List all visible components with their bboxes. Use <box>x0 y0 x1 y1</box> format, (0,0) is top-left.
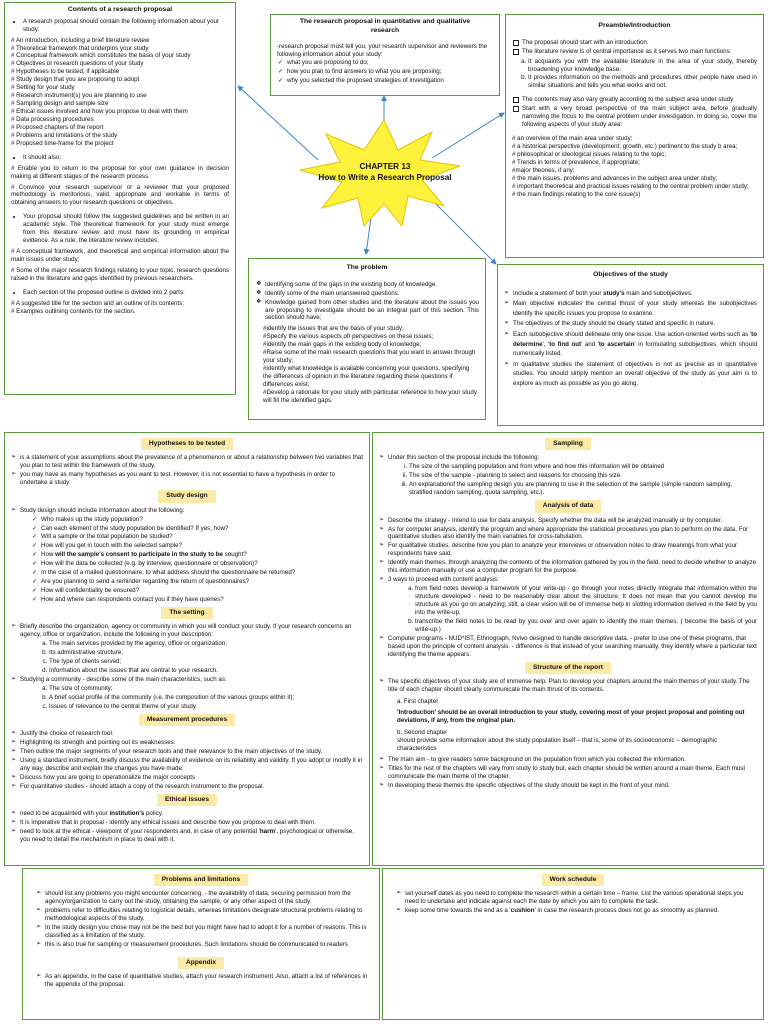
preamble-aspect: # Trends in terms of prevalence, if appropriate; <box>512 158 640 166</box>
problem-details <box>255 325 479 404</box>
work-schedule-title: Work schedule <box>542 874 605 886</box>
sampling-item: ii. The size of the sample - planning to select and reasons for choosing this size. <box>409 472 757 480</box>
preamble-function-b: b. It provides information on the methods and procedures other people have used in similar situations and tells you what works and not. <box>528 74 757 90</box>
work-schedule-point: ➢ keep some time towards the end as a 'cushion' in case the research process does not go as smoothly as planned. <box>405 907 755 915</box>
setting-item: c. The type of clients served; <box>49 658 363 666</box>
problems-title: Problems and limitations <box>154 874 248 886</box>
study-design-question: ✓ Who makes up the study population? <box>41 516 363 524</box>
arrow-to-objectives <box>428 196 496 264</box>
arrow-to-preamble <box>432 113 504 158</box>
study-design-question: ✓ How will you get in touch with the selected sample? <box>41 542 363 550</box>
setting-item: c. Issues of relevance to the central theme of your study <box>49 703 363 711</box>
structure-chapter-1-text: 'Introduction' should be an overall introduction to your study, covering most of your project proposal and pointing out deviations, if any, from the original plan. <box>397 708 745 724</box>
problems-point: ➢ In the study design you chose may not be the best but you might have had to adopt it for a number of reasons. This is classified as a limitation of the study. <box>45 924 371 940</box>
work-schedule-box <box>382 868 764 1020</box>
contents-item: # Sampling design and sample size <box>11 100 109 108</box>
problem-title: The problem <box>346 264 388 271</box>
analysis-way: a. from field notes develop a framework of your write-up - go through your notes directly integrate that information within the structure developed - need to be reasonably clear about the structure. It does not mean that you cannot develop the structure as you go on analyzing; still, a clear vision will be of immense help in slotting information derived in the field by you into the write-up. <box>415 585 757 617</box>
appendix-title: Appendix <box>178 957 224 969</box>
chapter-title <box>300 162 470 183</box>
setting-point: ➢ Briefly describe the organization, agency or community in which you will conduct your study. If your research concerns an agency, office or organization, include the following in your description: <box>20 623 363 639</box>
preamble-aspect: # the main issues, problems and advances in the subject area under study; <box>512 174 718 182</box>
sampling-intro: ➢ Under this section of the proposal include the following: <box>388 454 757 462</box>
study-design-question: ✓ Are you planning to send a reminder regarding the return of questionnaires? <box>41 578 363 586</box>
contents-framework-1: # A conceptual framework, and theoretical and empirical information about the main issues under study; <box>11 248 229 263</box>
setting-point: ➢ Studying a community - describe some of the main characteristics, such as: <box>20 676 363 684</box>
contents-part-1: # A suggested title for the section and an outline of its contents; <box>11 299 185 307</box>
measurement-point: ➢ Discuss how you are going to operationalize the major concepts <box>20 774 363 782</box>
chapter-number: CHAPTER 13 <box>359 162 411 171</box>
preamble-aspect: # a historical perspective (development, growth, etc.) pertinent to the study b area; <box>512 143 738 150</box>
analysis-point: ➢ Identify main themes, through analyzing the contents of the information gathered by you in the field. need to decide whether to analyze this information manually or use a computer program for the purpose. <box>388 559 757 575</box>
setting-item: b. Its administrative structure; <box>49 649 363 657</box>
problem-point: ❖ Identifying some of the gaps in the existing body of knowledge. <box>265 281 479 289</box>
setting-title: The setting <box>161 607 212 619</box>
preamble-aspect: #major theories, if any; <box>512 166 575 174</box>
contents-item: # Objectives or research questions of your study <box>11 60 144 68</box>
contents-item: # Proposed time-frame for the project <box>11 139 114 147</box>
measurement-point: ➢ Then outline the major segments of your research tools and their relevance to the main objectives of the study. <box>20 748 363 756</box>
ethical-point: ➢ It is imperative that in proposal - identify any ethical issues and describe how you propose to deal with them. <box>20 819 363 827</box>
quant-qual-item: ✓ how you plan to find answers to what you are proposing; <box>287 68 493 76</box>
preamble-aspect: # important theoretical and practical issues relating to the central problem under study; <box>512 182 749 190</box>
contents-item: # Data processing procedures <box>11 115 94 123</box>
contents-item: # Setting for your study <box>11 84 75 92</box>
analysis-point: ➢ As for computer analysis, identify the program and where appropriate the statistical procedures you plan to perform on the data. For quantitative studies also identify the main variables for cross-tabulation. <box>388 526 757 542</box>
preamble-aspect: # philosophical or ideological issues relating to the topic; <box>512 150 667 158</box>
hypotheses-title: Hypotheses to be tested <box>141 438 233 450</box>
study-design-question: ✓ How and where can respondents contact you if they have queries? <box>41 596 363 604</box>
structure-chapter-2-text: should provide some information about the study population itself – that is, some of its socioeconomic – demographic characteristics <box>397 736 718 752</box>
quant-qual-title: The research proposal in quantitative and qualitative research <box>299 18 471 34</box>
quant-qual-box <box>270 14 500 96</box>
contents-title: Contents of a research proposal <box>67 6 173 13</box>
analysis-point: ➢ 3 ways to proceed with content analysis: <box>388 576 757 584</box>
objectives-point: ➢ Main objective indicates the central thrust of your study whereas the subobjectives identify the specific issues you propose to examine. <box>513 299 757 318</box>
contents-items <box>11 37 229 148</box>
analysis-way: b. transcribe the field notes to be read by you over and over again to identify the main themes. ( become the basis of your write-up.) <box>415 618 757 634</box>
appendix-point: ➢ As an appendix, in the case of quantitative studies, attach your research instrument. Also, attach a list of references in the appendix of the proposal. <box>45 973 371 989</box>
sampling-title: Sampling <box>545 438 591 450</box>
measurement-point: ➢ Justify the choice of research tool. <box>20 730 363 738</box>
preamble-title: Preamble/Introduction <box>598 22 671 29</box>
analysis-point: ➢ Computer programs - NUD*IST, Ethnograph, Nvivo designed to handle descriptive data. - prefer to use one of these programs, that based upon the principle of content analysis. - difference is that instead of your searching manually, they identify where a particular text identifying the theme appears. <box>388 635 757 659</box>
hypotheses-point: ➢ you may have as many hypotheses as you want to test. However, it is not essential to have a hypothesis in order to undertake a study <box>20 471 363 487</box>
contents-also-2: # Convince your research supervisor or a reviewer that your proposed methodology is meritorious, valid, appropriate and workable in terms of obtaining answers to your research questions or objectives. <box>11 183 229 207</box>
problem-point: ❖ Knowledge gained from other studies and the literature about the issues you are proposing to investigate should be an integral part of this section. This section should have; <box>265 299 479 323</box>
objectives-box <box>497 264 764 426</box>
setting-item: d. Information about the issues that are central to your research. <box>49 667 363 675</box>
contents-sections: • Each section of the proposed outline is divided into 2 parts: <box>23 289 229 297</box>
problem-detail: #identify the issues that are the basis of your study; <box>263 325 404 333</box>
problem-detail: #Specify the various aspects of/ perspectives on these issues; <box>263 333 434 341</box>
problems-box <box>22 868 380 1020</box>
structure-point: ➢ In developing these themes the specific objectives of the study should be kept in the front of your mind. <box>388 782 757 790</box>
study-design-question: ✓ How will confidentiality be ensured? <box>41 587 363 595</box>
problem-detail: #Develop a rationale for your study with particular reference to how your study will fill the identified gaps. <box>263 388 477 404</box>
preamble-function-a: a. It acquaints you with the available literature in the area of your study, thereby broadening your knowledge base. <box>528 58 757 74</box>
analysis-point: ➢ For qualitative studies, describe how you plan to analyze your interviews or observation notes to draw meanings from what your respondents have said. <box>388 542 757 558</box>
preamble-point: The contents may also vary greatly according to the subject area under study <box>522 96 757 104</box>
contents-part-2: # Examples outlining contents for the section. <box>11 307 136 315</box>
preamble-aspect: # the main findings relating to the core issue(s) <box>512 190 641 198</box>
problem-box <box>248 258 486 420</box>
contents-also: • It should also: <box>23 154 229 162</box>
contents-item: # Study design that you are proposing to adopt <box>11 76 140 84</box>
setting-item: b. A brief social profile of the community (i.e. the composition of the various groups within it); <box>49 694 363 702</box>
structure-point: ➢ The specific objectives of your study are of immense help. Plan to develop your chapters around the main themes of your study. The title of each chapter should clearly communicate the main thrust of its contents. <box>388 678 757 694</box>
analysis-title: Analysis of data <box>535 500 602 512</box>
preamble-point: The proposal should start with an introduction. <box>522 39 757 47</box>
problems-point: ➢ this is also true for sampling or measurement procedures. Such limitations should be communicated to readers <box>45 941 371 949</box>
problem-detail: #Raise some of the main research questions that you want to answer through your study; <box>263 349 476 365</box>
hypotheses-point: ➢ is a statement of your assumptions about the prevalence of a phenomenon or about a relationship between two variables that you plan to test within the framework of the study. <box>20 454 363 470</box>
setting-item: a. The main services provided by the agency, office or organization; <box>49 640 363 648</box>
preamble-point: Start with a very broad perspective of the main subject area, before gradually narrowing the focus to the central problem under investigation. In doing so, cover the following aspects of your study area: <box>522 105 757 129</box>
measurement-point: ➢ Highlighting its strength and pointing out its weaknesses. <box>20 739 363 747</box>
objectives-point: ➢ Include a statement of both your study's main and subobjectives. <box>513 289 757 299</box>
study-design-intro: ➢ Study design should include information about the following: <box>20 507 363 515</box>
contents-box <box>4 2 236 395</box>
problem-point: ❖ Identify some of the main unanswered questions. <box>265 290 479 298</box>
contents-item: # Hypotheses to be tested, if applicable <box>11 68 120 76</box>
objectives-point: ➢ In qualitative studies the statement of objectives is not as precise as in quantitative studies. You should simply mention an overall objective of the study as your aim is to explore as much as possible as you go along. <box>513 360 757 389</box>
measurement-point: ➢ Using a standard instrument, briefly discuss the availability of evidence on its reliability and validity. If you adopt or modify it in any way, describe and explain the changes you have made. <box>20 757 363 773</box>
study-design-question: ✓ Will a sample or the total population be studied? <box>41 533 363 541</box>
structure-chapter-2: b. Second chapter <box>397 728 448 736</box>
study-design-question: ✓ How will the data be collected (e.g. by interview, questionnaire or observation)? <box>41 560 363 568</box>
ethical-title: Ethical issues <box>157 794 217 806</box>
measurement-title: Measurement procedures <box>139 714 235 726</box>
contents-item: # Proposed chapters of the report <box>11 123 104 131</box>
study-design-question: ✓ Can each element of the study population be identified? If yes, how? <box>41 525 363 533</box>
contents-item: # Research instrument(s) you are planning to use <box>11 92 147 100</box>
objectives-point: ➢ Each subobjective should delineate only one issue. Use action-oriented verbs such as 'to determine', 'to find out' and 'to ascertain' in formulating subobjectives, which should numerically listed. <box>513 330 757 359</box>
sampling-item: iii. An explanationof the sampling design you are planning to use in the selection of the sample (simple random sampling, stratified random sampling, quota sampling, etc.). <box>409 481 757 497</box>
right-column-box <box>372 432 764 866</box>
preamble-aspect: # an overview of the main area under study; <box>512 135 633 143</box>
setting-item: a. The size of community; <box>49 685 363 693</box>
preamble-box <box>505 14 764 258</box>
quant-qual-item: ✓ what you are proposing to do; <box>287 59 493 67</box>
problem-detail: #identify the main gaps in the existing body of knowledge; <box>263 341 422 349</box>
contents-item: # Problems and limitations of the study <box>11 131 118 139</box>
left-column-box <box>4 432 370 866</box>
problems-point: ➢ should list any problems you might encounter concerning. - the availability of data, securing permission from the agency/organization to carry out the study, obtaining the sample, or any other aspect of the study. <box>45 890 371 906</box>
problems-point: ➢ problems refer to difficulties relating to logistical details, whereas limitations designate structural problems relating to methodological aspects of the study. <box>45 907 371 923</box>
study-design-question: ✓ In the case of a mailed questionnaire, to what address should the questionnaire be returned? <box>41 569 363 577</box>
sampling-item: i. The size of the sampling population and from where and how this information will be obtained <box>409 463 757 471</box>
measurement-point: ➢ For quantitative studies - should attach a copy of the research instrument to the proposal. <box>20 783 363 791</box>
contents-item: # Theoretical framework that underpins your study <box>11 44 149 52</box>
contents-item: # An introduction, including a brief literature review <box>11 36 150 44</box>
contents-intro: • A research proposal should contain the following information about your study: <box>23 18 229 34</box>
preamble-point: The literature review is of central importance as it serves two main functions: <box>522 48 757 56</box>
study-design-question: ✓ How will the sample's consent to participate in the study to be sought? <box>41 551 363 559</box>
objectives-title: Objectives of the study <box>593 271 668 278</box>
ethical-point: ➢ need to be acquainted with your institution's policy. <box>20 810 363 818</box>
chapter-name: How to Write a Research Proposal <box>318 172 452 182</box>
arrow-to-contents <box>238 86 318 160</box>
contents-item: # Conceptual framework which constitutes the basis of your study <box>11 52 191 60</box>
preamble-aspects <box>512 135 757 199</box>
contents-also-1: # Enable you to return to the proposal for your own guidance in decision making at different stages of the research process. <box>11 164 229 180</box>
objectives-point: ➢ The objectives of the study should be clearly stated and specific in nature. <box>513 319 757 329</box>
structure-title: Structure of the report <box>525 662 611 674</box>
quant-qual-intro: -research proposal must tell you, your research supervisor and reviewers the following information about your study: <box>277 43 488 59</box>
problem-detail: #identify what knowledge is available concerning your questions, specifying the differences of opinion in the literature regarding these questions if differences exist; <box>263 365 470 388</box>
ethical-point: ➢ need to look at the ethical - viewpoint of your respondents and, in case of any potential 'harm', psychological or otherwise, you need to detail the mechanism in place to deal with it. <box>20 828 363 844</box>
quant-qual-item: ✓ why you selected the proposed strategies of investigation <box>287 77 493 85</box>
analysis-point: ➢ Describe the strategy - Intend to use for data analysis. Specify whether the data will be analyzed manually or by computer. <box>388 517 757 525</box>
work-schedule-point: ➢ set yourself dates as you need to complete the research within a certain time – frame. List the various operational steps you need to undertake and indicate against each the date by which you aim to complete the task. <box>405 890 755 906</box>
structure-chapter-1: a. First chapter <box>397 697 439 705</box>
contents-follow: • Your proposal should follow the suggested guidelines and be written in an academic style. The theoretical framework for your study must emerge from this literature review and must have its grounding in empirical evidence. As a rule, the literature review includes: <box>23 213 229 245</box>
contents-item: # Ethical issues involved and how you propose to deal with them <box>11 108 188 115</box>
study-design-title: Study design <box>158 490 215 502</box>
structure-point: ➢ The main aim - to give readers some background on the population from which you collected the information. <box>388 756 757 764</box>
structure-point: ➢ Titles for the rest of the chapters will vary from study to study but, each chapter should be written around a main theme. Each must communicate the main theme of the chapter. <box>388 765 757 781</box>
contents-framework-2: # Some of the major research findings relating to your topic, research questions raised in the literature and gaps identified by previous researchers. <box>11 266 229 282</box>
